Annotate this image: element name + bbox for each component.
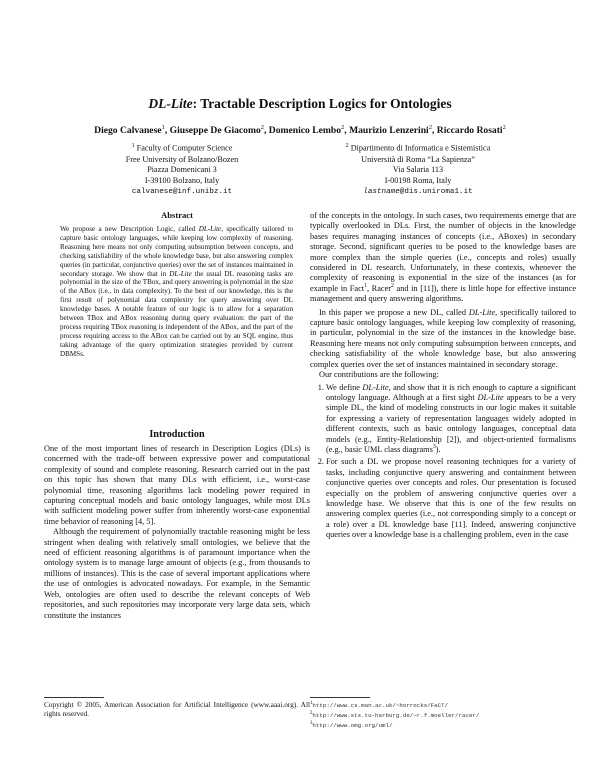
- footnote-link[interactable]: http://www.sts.tu-harburg.de/~r.f.moeller/racer/: [312, 712, 480, 720]
- paragraph: of the concepts in the ontology. In such cases, two requirements emerge that are typically overlooked in DLs. First, the number of objects in the knowledge bases requires managing instances of concepts (i.e., ABoxes) in secondary storage. Second, significant queries to be posed to the knowledge bases are more complex than the simple queries (i.e., concepts and roles) usually considered in DL research. Unfortunately, in these contexts, whenever the complexity of reasoning is exponential in the size of the instances (as for example in Fact$^1$, Racer$^2$ and in [11]), there is little hope for effective instance management and query answering algorithms.: [310, 211, 576, 304]
- footnote: $^3$http://www.omg.org/uml/: [310, 721, 393, 730]
- author: Riccardo Rosati$^2$: [436, 124, 506, 137]
- footnote-link[interactable]: http://www.cs.man.ac.uk/~horrocks/FaCT/: [312, 702, 449, 710]
- paragraph: Our contributions are the following:: [319, 370, 439, 380]
- section-heading-introduction: Introduction: [149, 429, 205, 440]
- footnotes: [310, 700, 576, 730]
- abstract-heading: Abstract: [161, 210, 193, 220]
- paragraph: Although the requirement of polynomially tractable reasoning might be less stringent when dealing with relatively small ontologies, we believe that the need of efficient reasoning algorithms is of paramount importance when the ontology system is to manage large amount of objects (e.g., from thousands to millions of instances). This is the case of several important applications where the use of ontologies is advocated nowadays. For example, in the Semantic Web, ontologies are often used to describe the relevant concepts of Web repositories, and such repositories may incorporate very large data sets, which constitute the instances: [44, 527, 310, 620]
- email-link[interactable]: calvanese@inf.unibz.it: [131, 187, 233, 196]
- copyright-notice: Copyright © 2005, American Association for Artificial Intelligence (www.aaai.org). All rights reserved.: [44, 700, 310, 719]
- list-item: 2. For such a DL we propose novel reasoning techniques for a variety of tasks, including conjunctive query answering and containment between conjunctive queries over concepts and roles. Our presentation is focused especially on the problem of answering conjunctive queries over a knowledge base. We observe that this is one of the few results on answering complex queries (i.e., not corresponding simply to a concept or a role) over a DL knowledge base [11]. Indeed, answering conjunctive queries over a knowledge base is a challenging problem, even in the case: [326, 457, 576, 540]
- footnote: $^2$http://www.sts.tu-harburg.de/~r.f.moeller/racer/: [310, 711, 480, 720]
- abstract-body: We propose a new Description Logic, called DL-Lite, specifically tailored to capture basic ontology languages, while keeping low complexity of reasoning. Reasoning here means not only computing subsumption between concepts, and checking satisfiability of the whole knowledge base, but also answering complex queries (in particular, conjunctive queries) over the set of instances maintained in secondary storage. We show that in DL-Lite the usual DL reasoning tasks are polynomial in the size of the TBox, and query answering is polynomial in the size of the ABox (i.e., in data complexity). To the best of our knowledge, this is the first result of polynomial data complexity for query answering over DL knowledge bases. A notable feature of our logic is to allow for a separation between TBox and ABox reasoning during query evaluation: the part of the process requiring TBox reasoning is independent of the ABox, and the part of the process requiring access to the ABox can be carried out by an SQL engine, thus taking advantage of the query optimization strategies provided by current DBMSs.: [60, 225, 293, 358]
- footnote-rule: [44, 697, 104, 698]
- affiliation-2: $^2$ Dipartimento di Informatica e Sistemistica Università di Roma “La Sapienza” Via Salaria 113 I-00198 Roma, Italy lastname@dis.uniroma1.it: [298, 141, 538, 198]
- footnote-link[interactable]: http://www.omg.org/uml/: [312, 722, 393, 730]
- paragraph: In this paper we propose a new DL, called DL-Lite, specifically tailored to capture basic ontology languages, while keeping low complexity of reasoning, in particular, polynomial in the size of the instances in the knowledge base. Reasoning here means not only computing subsumption between concepts, and checking satisfiability of the whole knowledge base, but also answering complex queries over the set of instances maintained in secondary storage.: [310, 307, 576, 369]
- author-list: [0, 124, 600, 136]
- email-link[interactable]: lastname@dis.uniroma1.it: [363, 187, 473, 196]
- right-column-text: [310, 211, 576, 543]
- paper-title: DL-Lite: Tractable Description Logics for Ontologies: [148, 96, 452, 111]
- paragraph: One of the most important lines of research in Description Logics (DLs) is concerned with the trade-off between expressive power and computational complexity of sound and complete reasoning. Research carried out in the past on this topic has shown that many DLs with efficient, i.e., worst-case polynomial time, reasoning algorithms lack modeling power required in capturing conceptual models and basic ontology languages, while most DLs with sufficient modeling power suffer from inherently worst-case exponential time behavior of reasoning [4, 5].: [44, 444, 310, 526]
- footnote: $^1$http://www.cs.man.ac.uk/~horrocks/FaCT/: [310, 701, 449, 710]
- affiliation-1: $^1$ Faculty of Computer Science Free University of Bolzano/Bozen Piazza Domenicani 3 I-39100 Bolzano, Italy calvanese@inf.unibz.it: [62, 141, 302, 198]
- author: Giuseppe De Giacomo$^2$,: [169, 124, 269, 137]
- author: Diego Calvanese$^1$,: [94, 124, 170, 137]
- author: Maurizio Lenzerini$^2$,: [349, 124, 437, 137]
- intro-text: [44, 444, 310, 621]
- contribution-list: [310, 383, 576, 541]
- author: Domenico Lembo$^2$,: [268, 124, 350, 137]
- footnote-rule: [310, 697, 370, 698]
- list-item: 1. We define DL-Lite, and show that it is rich enough to capture a significant ontology language. Although at a first sight DL-Lite appears to be a very simple DL, the kind of modeling constructs in our logic makes it suitable for expressing a variety of representation languages widely adopted in different contexts, such as basic ontology languages, conceptual data models (e.g., Entity-Relationship [2]), and object-oriented formalisms (e.g., basic UML class diagrams$^3$).: [326, 383, 576, 456]
